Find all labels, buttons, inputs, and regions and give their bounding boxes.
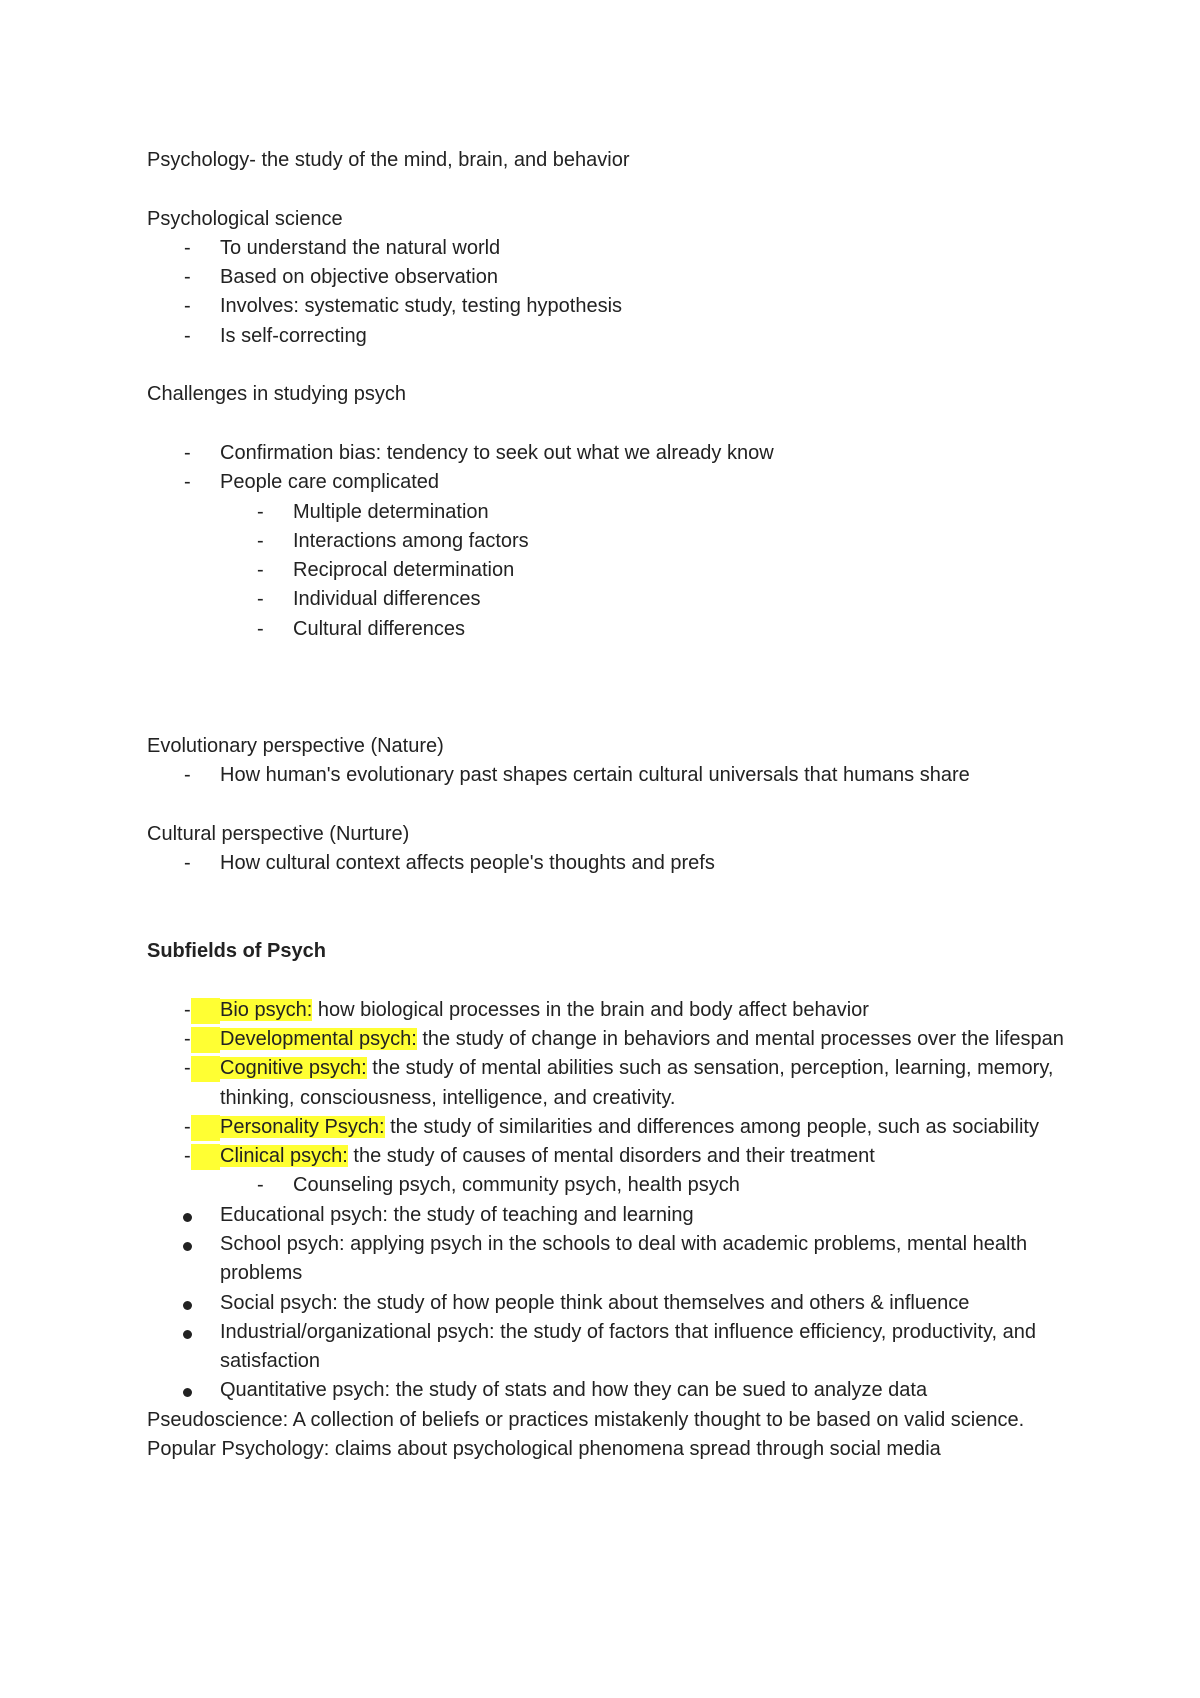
text-span: Social psych: the study of how people think about themselves and others & influence bbox=[220, 1291, 970, 1314]
highlighted-term: Personality Psych: bbox=[220, 1115, 385, 1138]
evolutionary-heading: Evolutionary perspective (Nature) bbox=[147, 734, 444, 757]
sub-list-item bbox=[147, 527, 1077, 556]
text-span: How cultural context affects people's thoughts and prefs bbox=[220, 852, 715, 875]
text-span: Involves: systematic study, testing hypothesis bbox=[220, 295, 623, 318]
cultural-heading: Cultural perspective (Nurture) bbox=[147, 822, 410, 845]
subfield-item bbox=[147, 1142, 1077, 1171]
highlighted-term: Developmental psych: bbox=[220, 1027, 417, 1050]
pseudoscience-definition: Pseudoscience: A collection of beliefs or practices mistakenly thought to be based on valid science. bbox=[147, 1408, 1025, 1431]
dash-marker: - bbox=[184, 471, 191, 494]
list-item bbox=[147, 292, 1077, 321]
text-span: Educational psych: the study of teaching and learning bbox=[220, 1203, 694, 1226]
text-span: Individual differences bbox=[293, 588, 481, 611]
dash-marker: - bbox=[184, 852, 191, 875]
dash-marker: - bbox=[184, 295, 191, 318]
dash-marker: - bbox=[184, 441, 191, 464]
highlighted-term: Cognitive psych: bbox=[220, 1057, 367, 1080]
highlight-bar bbox=[191, 998, 220, 1024]
text-span: Reciprocal determination bbox=[293, 559, 515, 582]
dash-marker: - bbox=[257, 559, 264, 582]
dash-marker: - bbox=[257, 1174, 264, 1197]
dash-marker: - bbox=[184, 236, 191, 259]
sub-list-item bbox=[147, 556, 1077, 585]
highlighted-term: Clinical psych: bbox=[220, 1145, 348, 1168]
sub-list-item bbox=[147, 615, 1077, 644]
text-span: To understand the natural world bbox=[220, 236, 501, 259]
science-heading: Psychological science bbox=[147, 207, 343, 230]
sub-list-item bbox=[147, 498, 1077, 527]
text-span: Cultural differences bbox=[293, 617, 465, 640]
text-span: Industrial/organizational psych: the study of factors that influence efficiency, productivity, and satisfaction bbox=[220, 1320, 1037, 1373]
dash-marker: - bbox=[184, 1057, 191, 1080]
dash-marker: - bbox=[184, 1145, 191, 1168]
text-span: the study of similarities and differences among people, such as sociability bbox=[384, 1115, 1039, 1138]
text-span: how biological processes in the brain and body affect behavior bbox=[312, 998, 869, 1021]
highlight-bar bbox=[191, 1027, 220, 1053]
dash-marker: - bbox=[184, 266, 191, 289]
highlight-bar bbox=[191, 1056, 220, 1082]
bullet-item bbox=[147, 1289, 1077, 1318]
dash-marker: - bbox=[257, 500, 264, 523]
list-item bbox=[147, 263, 1077, 292]
subfield-item bbox=[147, 996, 1077, 1025]
text-span: Confirmation bias: tendency to seek out what we already know bbox=[220, 441, 774, 464]
subfield-item bbox=[147, 1113, 1077, 1142]
list-item bbox=[147, 468, 1077, 497]
dash-marker: - bbox=[257, 588, 264, 611]
dash-marker: - bbox=[184, 998, 191, 1021]
list-item bbox=[147, 439, 1077, 468]
bullet-item bbox=[147, 1318, 1077, 1377]
list-item bbox=[147, 849, 1077, 878]
list-item bbox=[147, 761, 1077, 790]
highlighted-term: Bio psych: bbox=[220, 998, 313, 1021]
text-span: Quantitative psych: the study of stats and how they can be sued to analyze data bbox=[220, 1379, 928, 1402]
subfield-item bbox=[147, 1054, 1077, 1113]
subfield-item bbox=[147, 1025, 1077, 1054]
text-span: How human's evolutionary past shapes certain cultural universals that humans share bbox=[220, 764, 970, 787]
bullet-icon bbox=[183, 1388, 192, 1397]
sub-list-item bbox=[147, 1171, 1077, 1200]
text-span: Multiple determination bbox=[293, 500, 489, 523]
bullet-icon bbox=[183, 1301, 192, 1310]
dash-marker: - bbox=[184, 324, 191, 347]
text-span: Is self-correcting bbox=[220, 324, 367, 347]
sub-list-item bbox=[147, 585, 1077, 614]
intro-definition: Psychology- the study of the mind, brain, and behavior bbox=[147, 149, 630, 171]
text-span: People care complicated bbox=[220, 471, 440, 494]
highlight-bar bbox=[191, 1144, 220, 1170]
bullet-item bbox=[147, 1230, 1077, 1289]
dash-marker: - bbox=[257, 617, 264, 640]
popular-psychology-definition: Popular Psychology: claims about psychological phenomena spread through social media bbox=[147, 1438, 941, 1461]
subfields-heading: Subfields of Psych bbox=[147, 940, 326, 963]
bullet-icon bbox=[183, 1213, 192, 1222]
challenges-heading: Challenges in studying psych bbox=[147, 383, 407, 406]
dash-marker: - bbox=[184, 764, 191, 787]
text-span: Interactions among factors bbox=[293, 529, 529, 552]
bullet-icon bbox=[183, 1330, 192, 1339]
text-span: the study of change in behaviors and mental processes over the lifespan bbox=[416, 1027, 1064, 1050]
dash-marker: - bbox=[184, 1115, 191, 1138]
document-body bbox=[147, 146, 1077, 1464]
bullet-item bbox=[147, 1376, 1077, 1405]
dash-marker: - bbox=[257, 529, 264, 552]
list-item bbox=[147, 234, 1077, 263]
text-span: the study of mental abilities such as sensation, perception, learning, memory, thinking, consciousness, intelligence, and creativity. bbox=[220, 1057, 1054, 1109]
bullet-item bbox=[147, 1201, 1077, 1230]
text-span: Counseling psych, community psych, health psych bbox=[293, 1174, 740, 1197]
text-span: School psych: applying psych in the schools to deal with academic problems, mental health problems bbox=[220, 1232, 1028, 1285]
text-span: the study of causes of mental disorders and their treatment bbox=[347, 1145, 875, 1168]
list-item bbox=[147, 322, 1077, 351]
highlight-bar bbox=[191, 1115, 220, 1141]
dash-marker: - bbox=[184, 1027, 191, 1050]
bullet-icon bbox=[183, 1242, 192, 1251]
text-span: Based on objective observation bbox=[220, 266, 498, 289]
